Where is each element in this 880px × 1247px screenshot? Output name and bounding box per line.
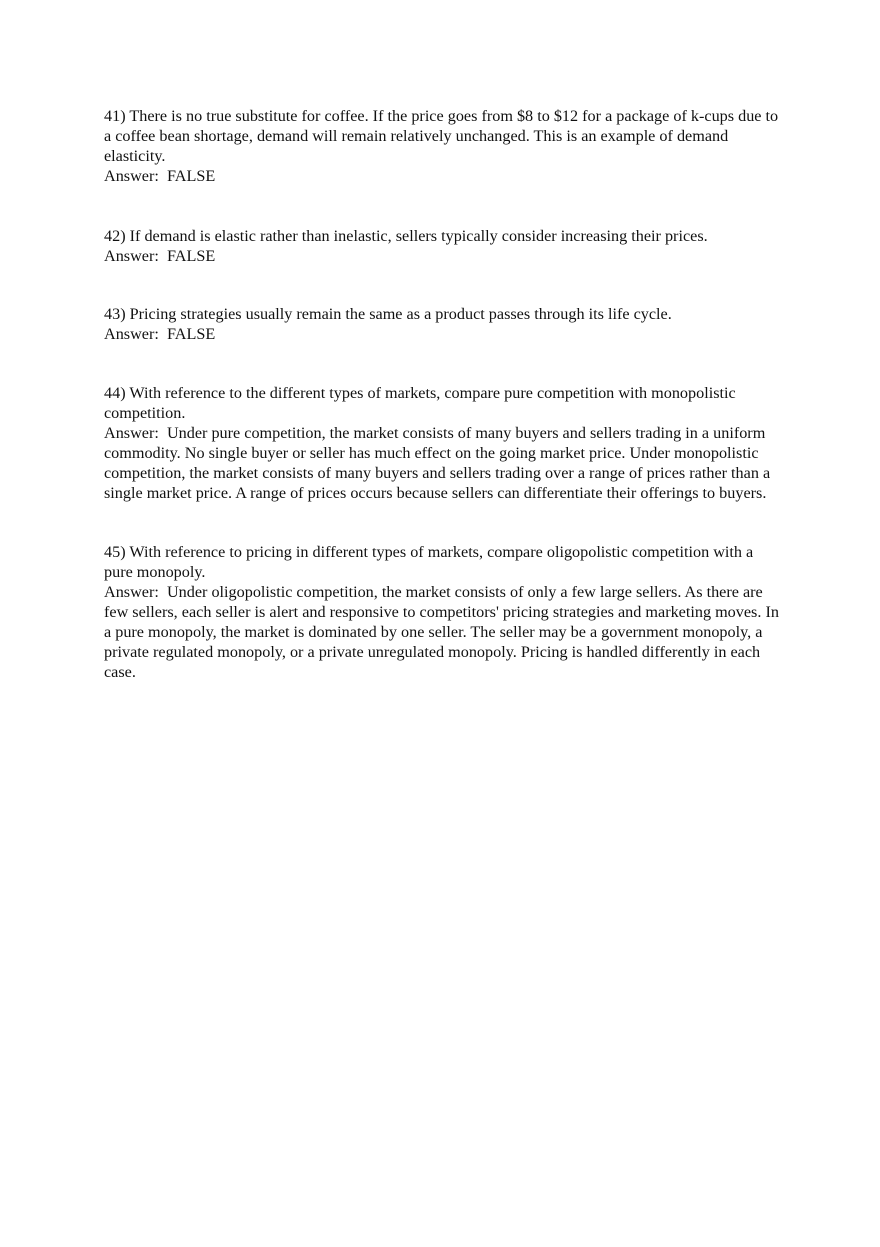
answer-value: Under oligopolistic competition, the market consists of only a few large sellers. As there are few sellers, each seller is alert and responsive to competitors' pricing strategies and marketing moves. In a pure monopoly, the market is dominated by one seller. The seller may be a government monopoly, a private regulated monopoly, or a private unregulated monopoly. Pricing is handled differently in each case. [104, 583, 779, 681]
question-number: 43) [104, 305, 126, 323]
question-body: With reference to pricing in different types of markets, compare oligopolistic competition with a pure monopoly. [104, 543, 754, 581]
answer-label: Answer: [104, 247, 167, 265]
question-41 [104, 106, 784, 186]
question-43 [104, 304, 784, 344]
question-body: If demand is elastic rather than inelastic, sellers typically consider increasing their prices. [129, 227, 708, 245]
document-page [104, 106, 784, 682]
answer-line [104, 423, 784, 503]
answer-value: FALSE [166, 247, 216, 265]
question-text [104, 542, 784, 582]
question-45 [104, 542, 784, 682]
answer-label: Answer: [104, 583, 167, 601]
question-text [104, 106, 784, 166]
answer-value: FALSE [166, 167, 216, 185]
question-text [104, 226, 784, 246]
question-text [104, 304, 784, 324]
answer-label: Answer: [104, 424, 167, 442]
question-body: Pricing strategies usually remain the same as a product passes through its life cycle. [129, 305, 672, 323]
answer-value: FALSE [166, 325, 216, 343]
question-number: 45) [104, 543, 126, 561]
answer-line [104, 324, 784, 344]
question-42 [104, 226, 784, 266]
question-44 [104, 383, 784, 503]
question-number: 41) [104, 107, 126, 125]
question-number: 44) [104, 384, 126, 402]
answer-line [104, 246, 784, 266]
question-body: There is no true substitute for coffee. If the price goes from $8 to $12 for a package of k-cups due to a coffee bean shortage, demand will remain relatively unchanged. This is an example of demand elasticity. [104, 107, 779, 165]
answer-label: Answer: [104, 325, 167, 343]
question-body: With reference to the different types of markets, compare pure competition with monopolistic competition. [104, 384, 736, 422]
question-text [104, 383, 784, 423]
answer-label: Answer: [104, 167, 167, 185]
answer-value: Under pure competition, the market consists of many buyers and sellers trading in a uniform commodity. No single buyer or seller has much effect on the going market price. Under monopolistic competition, the market consists of many buyers and sellers trading over a range of prices rather than a single market price. A range of prices occurs because sellers can differentiate their offerings to buyers. [104, 424, 771, 502]
answer-line [104, 166, 784, 186]
question-number: 42) [104, 227, 126, 245]
answer-line [104, 582, 784, 682]
